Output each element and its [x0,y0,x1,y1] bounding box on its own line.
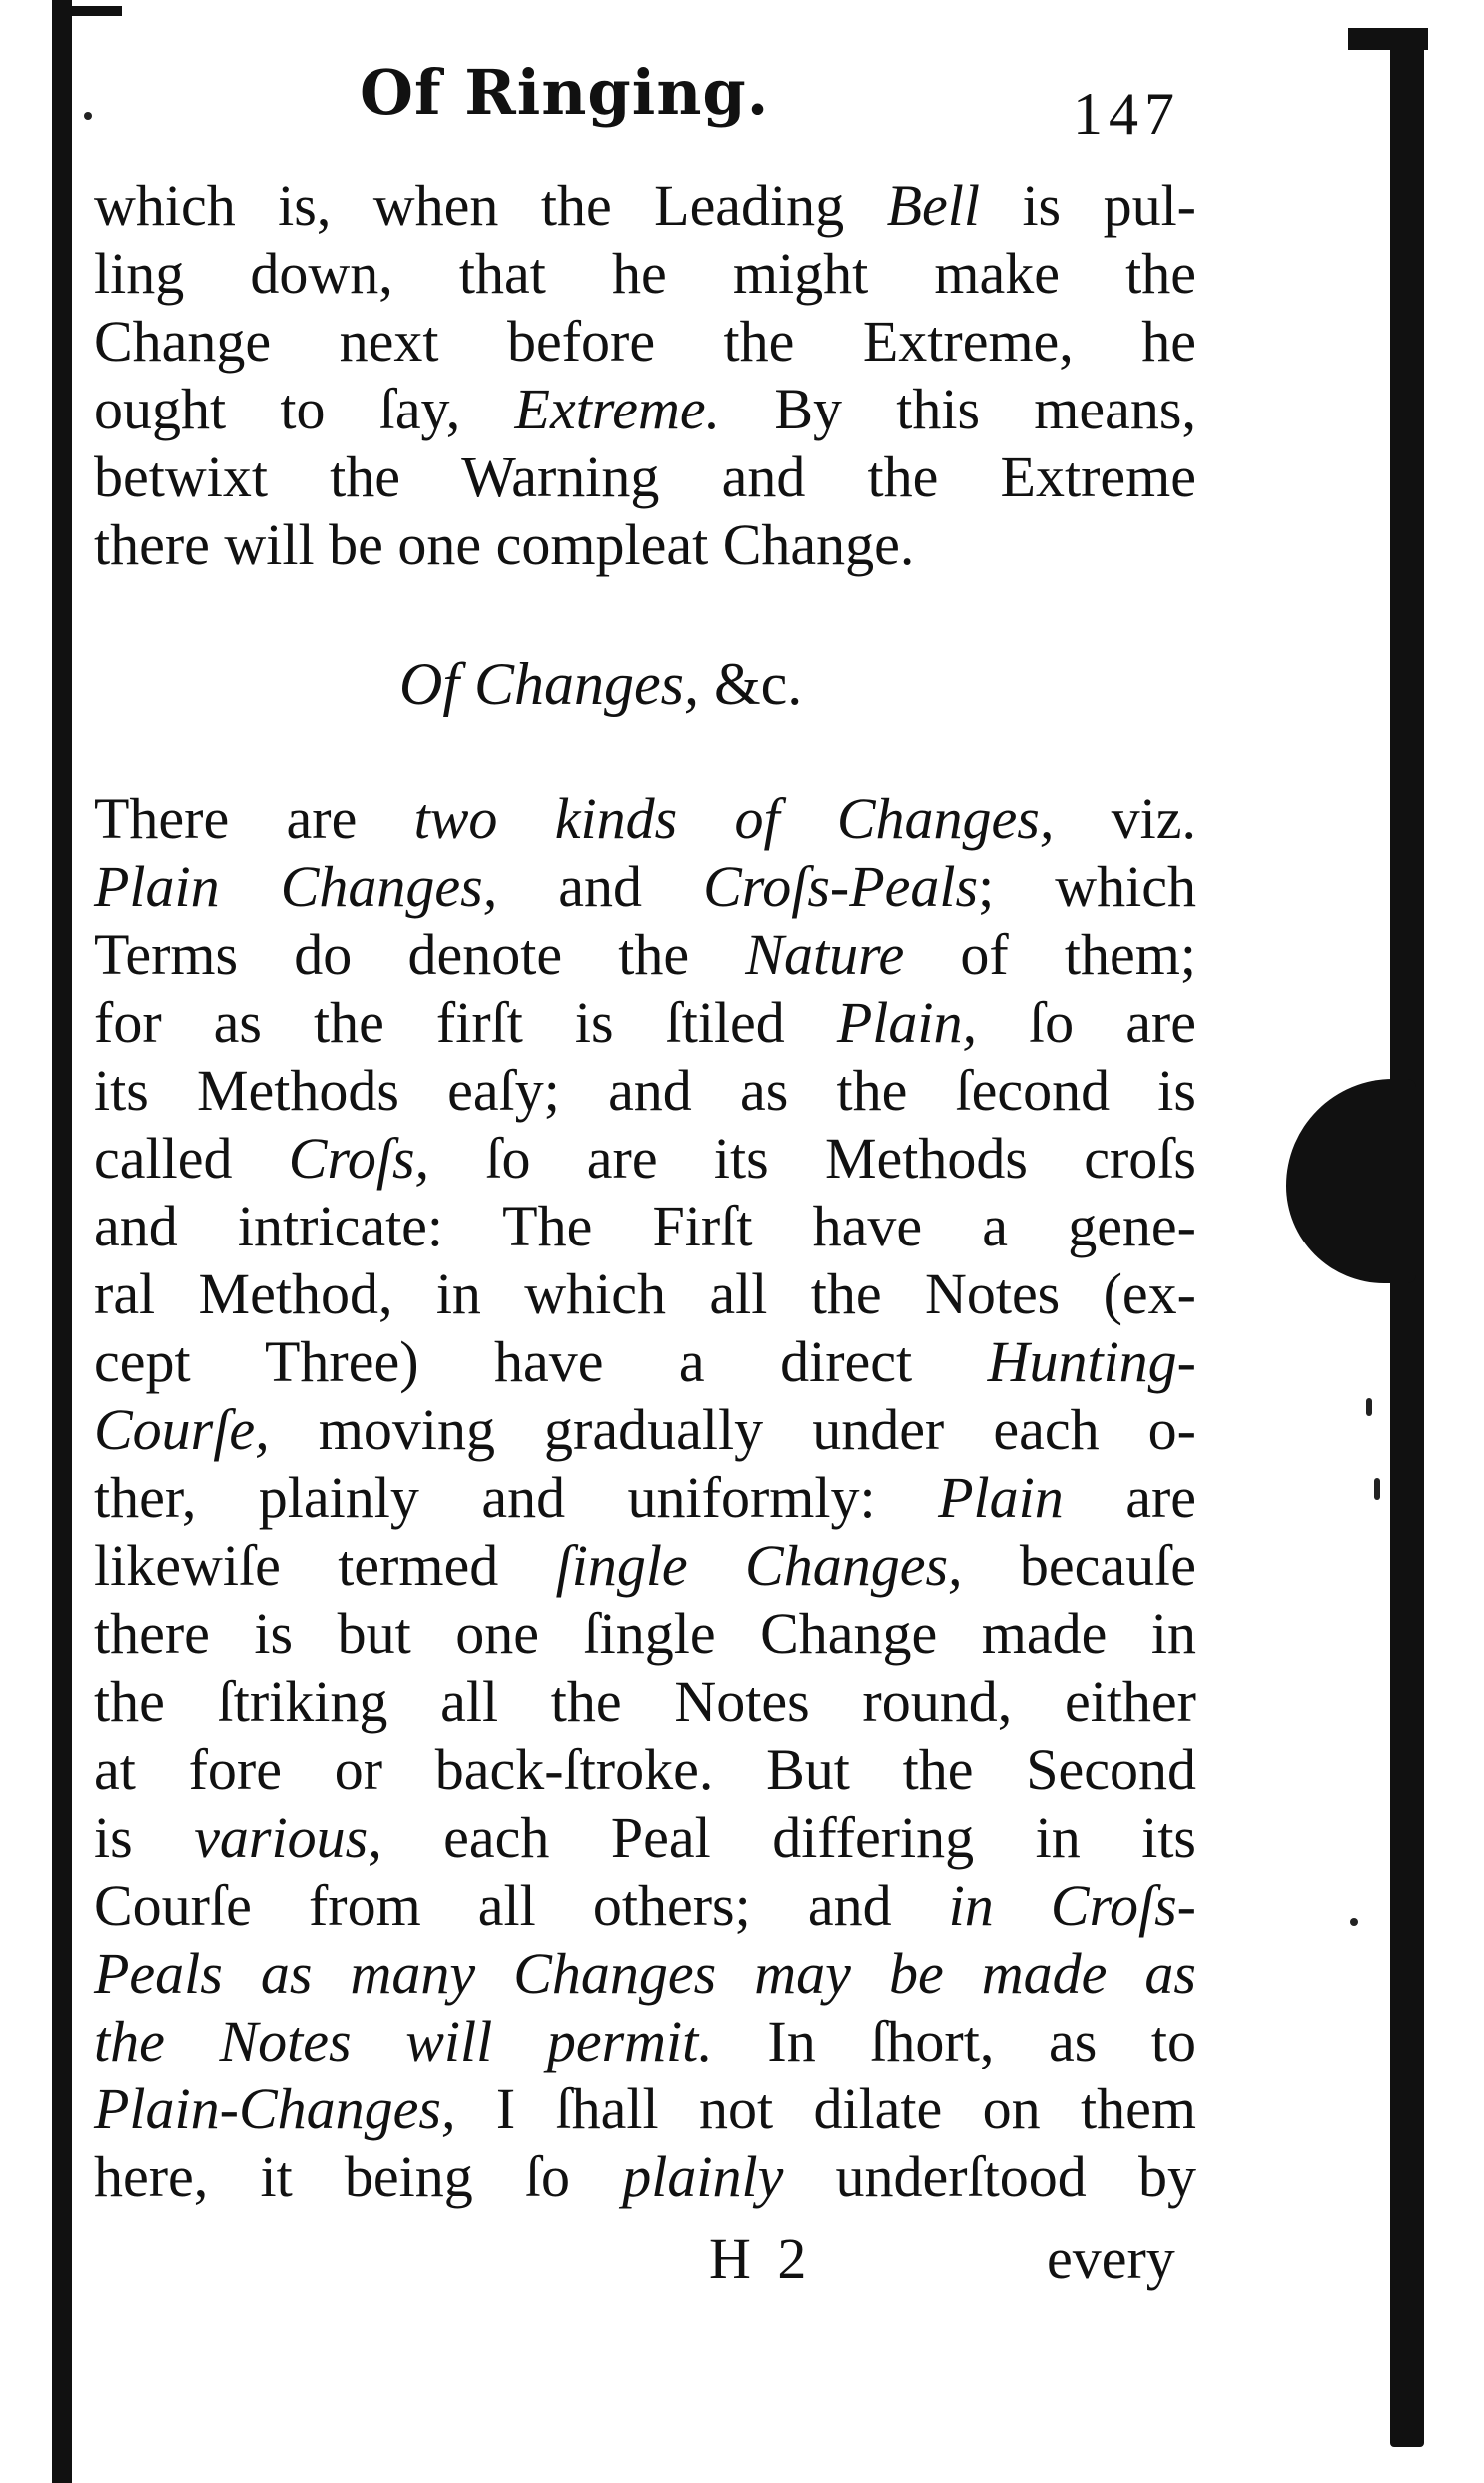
text-segment: likewiſe termed [94,1533,556,1598]
italic-text: Hunting- [987,1329,1196,1394]
scan-edge-right-cap [1348,28,1428,50]
italic-text: two kinds of Changes, [413,786,1055,851]
text-segment: Courſe from all others; and [94,1873,949,1938]
text-segment: and intricate: The Firſt have a gene- [94,1194,1196,1258]
text-line [94,1602,1196,1666]
text-line [94,2145,1196,2209]
text-line [94,1738,1196,1802]
text-segment: and [497,854,704,919]
italic-text: Peals as many Changes may be made as [94,1941,1196,2006]
text-line [94,1942,1196,2006]
speck [1366,1398,1372,1416]
text-line [94,445,1196,509]
text-segment: ther, plainly and uniformly: [94,1465,939,1530]
text-line [94,1398,1196,1462]
text-segment: There are [94,786,414,851]
scan-edge-left-top [52,6,122,16]
text-segment: here, it being ſo [94,2144,623,2209]
page-number: 147 [1073,81,1180,147]
text-line [94,1806,1196,1870]
text-segment: which is, when the Leading [94,173,887,238]
text-segment: ſo are [977,990,1196,1055]
ink-blot [1286,1079,1416,1283]
italic-text: Croſs-Peals [703,854,979,919]
text-segment: of them; [904,922,1196,987]
italic-text: the Notes will permit. [94,2009,713,2073]
text-segment: moving gradually under each o- [269,1397,1196,1462]
text-segment: the ſtriking all the Notes round, either [94,1669,1196,1734]
text-line [94,2010,1196,2073]
text-line [94,378,1196,441]
scan-edge-left [52,0,72,2483]
text-segment: ought to ſay, [94,377,515,441]
text-segment: Change next before the Extreme, he [94,309,1196,374]
italic-text: Nature [745,922,905,987]
section-heading-italic: Of Changes, [399,651,699,717]
italic-text: Plain [938,1465,1064,1530]
text-segment: ral Method, in which all the Notes (ex- [94,1261,1196,1326]
italic-text: in Croſs- [948,1873,1196,1938]
text-segment: viz. [1054,786,1197,851]
text-segment: ling down, that he might make the [94,241,1196,306]
italic-text: Croſs, [288,1126,430,1191]
text-segment: By this means, [720,377,1196,441]
section-heading [399,649,802,719]
section-heading-rest: &c. [699,651,803,717]
text-segment: is [94,1805,195,1870]
text-segment: ſo are its Methods croſs [429,1126,1196,1191]
text-line [94,1874,1196,1938]
text-line [94,787,1196,851]
text-line [94,1059,1196,1123]
italic-text: ſingle Changes, [555,1533,963,1598]
text-line [94,1534,1196,1598]
speck [1350,1918,1358,1926]
text-line [94,174,1196,238]
text-segment: there is but one ſingle Change made in [94,1601,1196,1666]
text-line [94,855,1196,919]
signature-mark: H 2 [709,2226,813,2291]
italic-text: Bell [886,173,981,238]
text-segment: at fore or back-ſtroke. But the Second [94,1737,1196,1802]
text-line [94,1330,1196,1394]
text-segment: ; which [978,854,1196,919]
italic-text: plainly [622,2144,784,2209]
italic-text: various, [194,1805,382,1870]
text-segment: I ſhall not dilate on them [455,2076,1196,2141]
text-line [94,2077,1196,2141]
text-line [94,1262,1196,1326]
text-segment: there will be one compleat Change. [94,512,915,577]
text-segment: betwixt the Warning and the Extreme [94,444,1196,509]
text-line [94,1195,1196,1258]
italic-text: Courſe, [94,1397,270,1462]
text-segment: is pul- [980,173,1196,238]
running-title: Of Ringing. [360,56,770,129]
catchword: every [1047,2226,1175,2291]
text-line [94,923,1196,987]
italic-text: Plain Changes, [94,854,498,919]
text-line [94,991,1196,1055]
italic-text: Plain, [836,990,978,1055]
text-segment: called [94,1126,289,1191]
text-line [94,1127,1196,1191]
speck [1374,1478,1380,1500]
speck [84,112,92,120]
text-line [94,513,1196,577]
text-segment: Terms do denote the [94,922,746,987]
text-segment: becauſe [962,1533,1196,1598]
text-segment: its Methods eaſy; and as the ſecond is [94,1058,1196,1123]
italic-text: Extreme. [514,377,721,441]
text-line [94,1670,1196,1734]
text-segment: cept Three) have a direct [94,1329,988,1394]
text-segment: are [1063,1465,1197,1530]
text-line [94,310,1196,374]
text-line [94,242,1196,306]
italic-text: Plain-Changes, [94,2076,456,2141]
text-segment: underſtood by [783,2144,1196,2209]
text-line [94,1466,1196,1530]
text-segment: for as the firſt is ſtiled [94,990,837,1055]
text-segment: In ſhort, as to [712,2009,1196,2073]
text-segment: each Peal differing in its [381,1805,1197,1870]
